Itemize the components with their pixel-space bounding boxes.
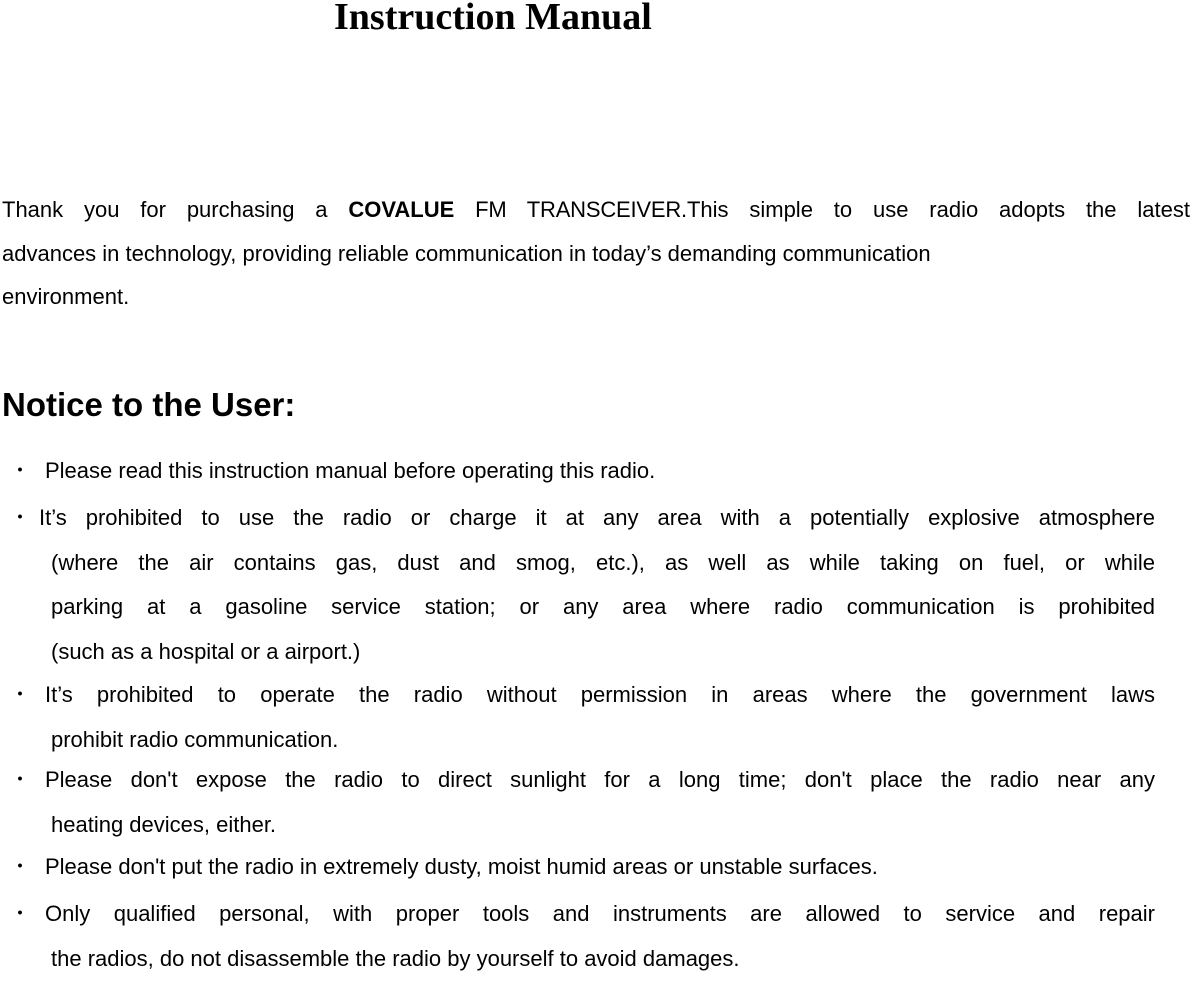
notice-line: (such as a hospital or a airport.) (0, 630, 1155, 675)
notice-item (0, 449, 1155, 494)
intro-lead: Thank you for purchasing a (2, 197, 328, 222)
intro-line-2: advances in technology, providing reliable communication in today’s demanding communication (2, 232, 1190, 276)
notice-line: heating devices, either. (0, 803, 1155, 848)
notice-line: It’s prohibited to use the radio or charge it at any area with a potentially explosive atmosphere (0, 496, 1155, 541)
notice-item (0, 673, 1155, 762)
notice-line: Please don't expose the radio to direct sunlight for a long time; don't place the radio near any (0, 758, 1155, 803)
intro-line-3: environment. (2, 275, 1190, 319)
notice-line: Please don't put the radio in extremely dusty, moist humid areas or unstable surfaces. (0, 845, 1155, 890)
notice-line: prohibit radio communication. (0, 718, 1155, 763)
notice-line: parking at a gasoline service station; or any area where radio communication is prohibited (0, 585, 1155, 630)
document-title: Instruction Manual (334, 0, 652, 40)
bullet-icon: ・ (9, 845, 19, 890)
intro-line-1 (2, 188, 1190, 232)
notice-item (0, 892, 1155, 981)
bullet-icon: ・ (9, 449, 19, 494)
notice-line: It’s prohibited to operate the radio without permission in areas where the government laws (0, 673, 1155, 718)
product-name: FM TRANSCEIVER. (475, 197, 687, 222)
brand-name: COVALUE (348, 197, 454, 222)
notice-item (0, 496, 1155, 674)
notice-heading: Notice to the User: (2, 382, 295, 428)
bullet-icon: ・ (9, 892, 19, 937)
bullet-icon: ・ (9, 496, 19, 541)
notice-item (0, 758, 1155, 847)
intro-paragraph (2, 188, 1190, 319)
notice-line: Please read this instruction manual before operating this radio. (0, 449, 1155, 494)
notice-item (0, 845, 1155, 890)
bullet-icon: ・ (9, 673, 19, 718)
notice-line: (where the air contains gas, dust and smog, etc.), as well as while taking on fuel, or while (0, 541, 1155, 586)
intro-line-1-rest: This simple to use radio adopts the latest (687, 197, 1190, 222)
bullet-icon: ・ (9, 758, 19, 803)
notice-line: the radios, do not disassemble the radio by yourself to avoid damages. (0, 937, 1155, 981)
notice-line: Only qualified personal, with proper tools and instruments are allowed to service and repair (0, 892, 1155, 937)
